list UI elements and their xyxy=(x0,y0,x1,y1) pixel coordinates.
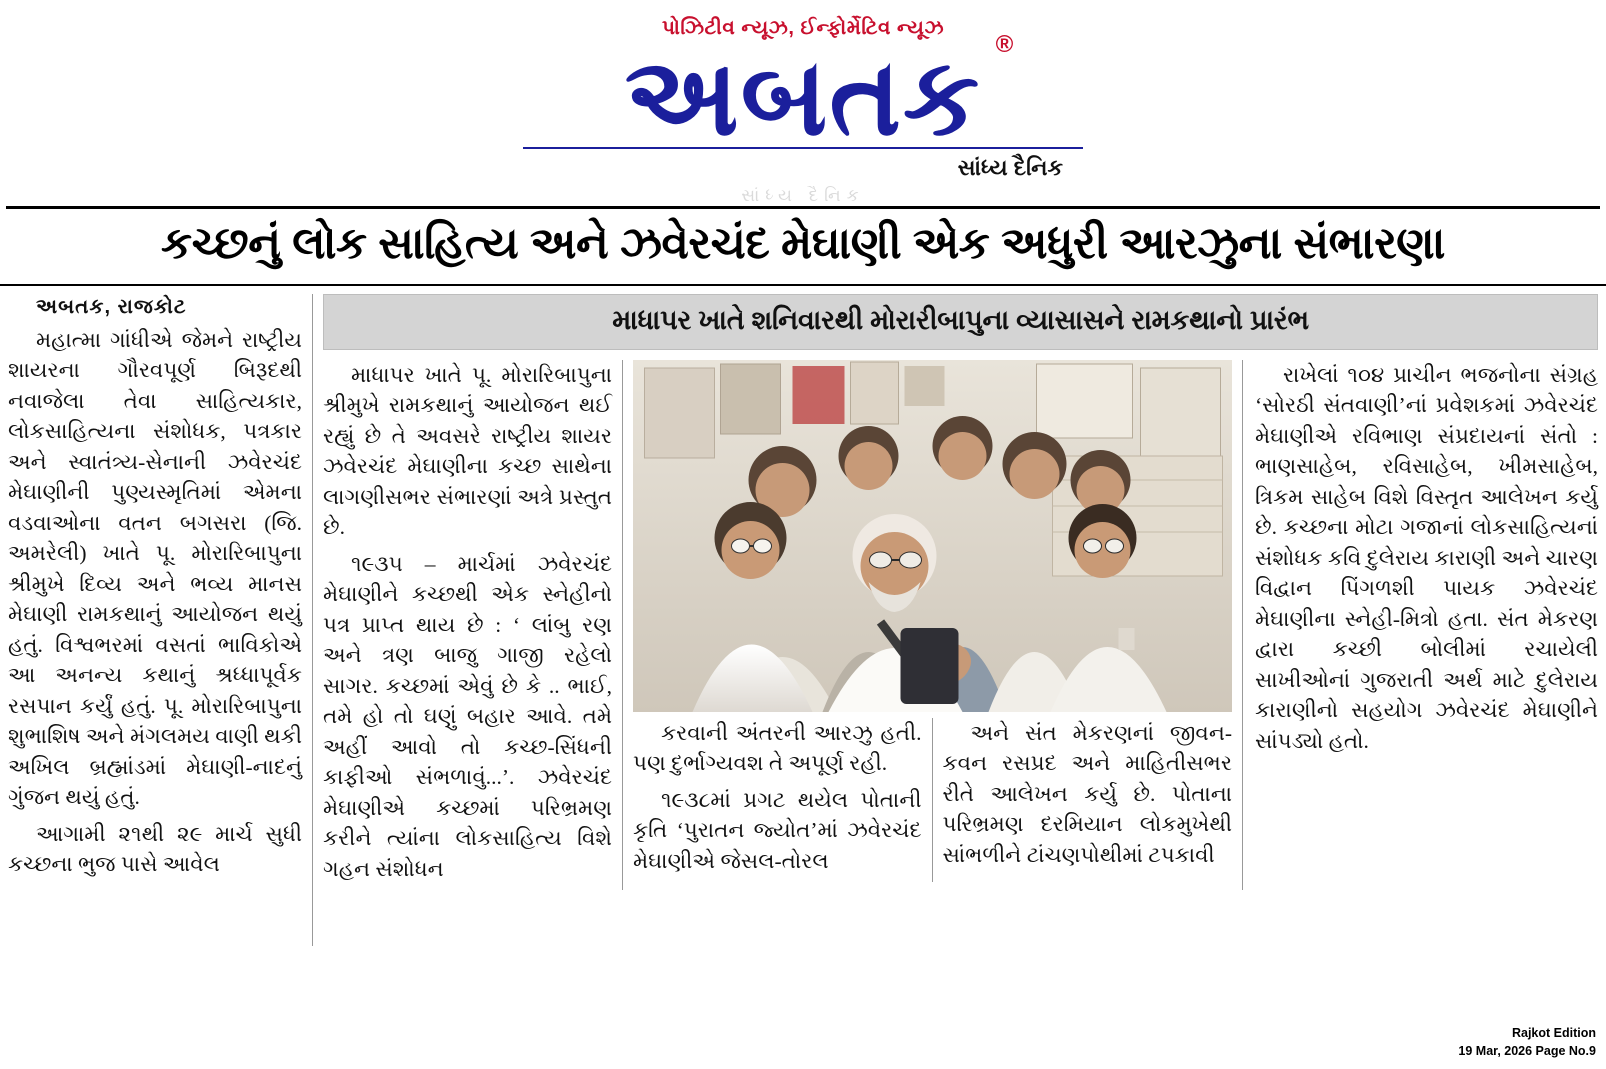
article-column-3b xyxy=(933,718,1233,883)
paragraph: આગામી ૨૧થી ૨૯ માર્ચ સુધી કચ્છના ભુજ પાસે આવેલ xyxy=(8,821,302,877)
masthead xyxy=(0,0,1606,206)
article-photo xyxy=(633,360,1232,712)
page-title: કચ્છનું લોક સાહિત્ય અને ઝવેરચંદ મેઘાણી એક અધુરી આરઝુના સંભારણા xyxy=(161,219,1445,268)
edition-info xyxy=(1458,1024,1596,1062)
registered-mark-icon: ® xyxy=(995,31,1016,58)
article-columns-right xyxy=(313,294,1598,946)
photo-bottom-columns xyxy=(633,718,1232,883)
paragraph: કરવાની અંતરની આરઝુ હતી. પણ દુર્ભાગ્યવશ તે અપૂર્ણ રહી. xyxy=(633,720,922,776)
masthead-subtitle-wrap xyxy=(503,147,1103,181)
paragraph: અને સંત મેકરણનાં જીવન-કવન રસપ્રદ અને માહિતીસભર રીતે આલેખન કર્યુ છે. પોતાના પરિભ્રમણ દરમિયાન લોકમુખેથી સાંભળીને ટાંચણપોથીમાં ટપકાવી xyxy=(942,720,1232,867)
article-column-3a xyxy=(633,718,933,883)
paragraph: રાખેલાં ૧૦૪ પ્રાચીન ભજનોના સંગ્રહ ‘સોરઠી સંતવાણી’નાં પ્રવેશકમાં ઝવેરચંદ મેઘાણીએ રવિભાણ સંપ્રદાયનાં સંતો : ભાણસાહેબ, રવિસાહેબ, ખીમસાહેબ, ત્રિકમ સાહેબ વિશે વિસ્તૃત આલેખન કર્યુ છે. કચ્છના મોટા ગજાનાં લોકસાહિત્યનાં સંશોધક કવિ દુલેરાય કારાણી અને ચારણ વિદ્વાન પિંગળશી પાયક ઝવેરચંદ મેઘાણીના સ્નેહી-મિત્રો હતા. સંત મેકરણ દ્વારા કચ્છી બોલીમાં રચાયેલી સાખીઓનાં ગુજરાતી અર્થ માટે દુલેરાય કારાણીનો સહયોગ ઝવેરચંદ મેઘાણીને સાંપડ્યો હતો. xyxy=(1255,362,1598,753)
article-body xyxy=(0,286,1606,946)
masthead-ghost-text: સાંધ્ય દૈનિક xyxy=(741,186,865,205)
edition-details: 19 Mar, 2026 Page No.9 xyxy=(1458,1044,1596,1059)
masthead-divider xyxy=(523,147,1083,149)
masthead-subtitle: સાંધ્ય દૈનિક xyxy=(957,155,1063,181)
paragraph: મહાત્મા ગાંધીએ જેમને રાષ્ટ્રીય શાયરના ગૌરવપૂર્ણ બિરૂદથી નવાજેલા તેવા સાહિત્યકાર, લોકસાહિત્યના સંશોધક, પત્રકાર અને સ્વાતંત્ર્ય-સેનાની ઝવેરચંદ મેઘાણીની પુણ્યસ્મૃતિમાં એમના વડવાઓના વતન બગસરા (જિ. અમરેલી) ખાતે પૂ. મોરારિબાપુના શ્રીમુખે દિવ્ય અને ભવ્ય માનસ મેઘાણી રામકથાનું આયોજન થયું હતું. વિશ્વભરમાં વસતાં ભાવિકોએ આ અનન્ય કથાનું શ્રધ્ધાપૂર્વક રસપાન કર્યું હતું. પૂ. મોરારિબાપુના શુભાશિષ અને મંગલમય વાણી થકી અખિલ બ્રહ્માંડમાં મેઘાણી-નાદનું ગુંજન થયું હતું. xyxy=(8,327,302,810)
paragraph: ૧૯૩૫ – માર્ચમાં ઝવેરચંદ મેઘાણીને કચ્છથી એક સ્નેહીનો પત્ર પ્રાપ્ત થાય છે : ‘ લાંબુ રણ અને ત્રણ બાજુ ગાજી રહેલો સાગર. કચ્છમાં એવું છે કે .. ભાઈ, તમે હો તો ઘણું બહાર આવે. તમે અહીં આવો તો કચ્છ-સિંધની કાફીઓ સંભળાવું...’. ઝવેરચંદ મેઘાણીએ કચ્છમાં પરિભ્રમણ કરીને ત્યાંના લોકસાહિત્ય વિશે ગહન સંશોધન xyxy=(323,551,612,881)
article-column-1 xyxy=(8,294,313,946)
article-column-2 xyxy=(323,360,623,891)
masthead-logo xyxy=(624,31,1016,157)
edition-name: Rajkot Edition xyxy=(1511,1025,1596,1040)
masthead-tagline: પોઝિટીવ ન્યૂઝ, ઈન્ફોર્મેટિવ ન્યૂઝ xyxy=(661,17,945,39)
section-subhead: માધાપર ખાતે શનિવારથી મોરારીબાપુના વ્યાસાસને રામકથાનો પ્રારંભ xyxy=(323,294,1598,350)
article-column-3 xyxy=(623,360,1243,891)
article-column-4 xyxy=(1243,360,1598,891)
paragraph: માધાપર ખાતે પૂ. મોરારિબાપુના શ્રીમુખે રામકથાનું આયોજન થઈ રહ્યું છે તે અવસરે રાષ્ટ્રીય શાયર ઝવેરચંદ મેઘાણીના કચ્છ સાથેના લાગણીસભર સંભારણાં અત્રે પ્રસ્તુત છે. xyxy=(323,362,612,540)
headline-band xyxy=(0,209,1606,286)
masthead-logo-text: અબતક xyxy=(624,36,982,157)
photo-illustration xyxy=(633,360,1232,712)
lower-columns xyxy=(323,360,1598,891)
paragraph: ૧૯૩૮માં પ્રગટ થયેલ પોતાની કૃતિ ‘પુરાતન જ્યોત’માં ઝવેરચંદ મેઘાણીએ જેસલ-તોરલ xyxy=(633,787,922,873)
byline: અબતક, રાજકોટ xyxy=(36,295,187,318)
